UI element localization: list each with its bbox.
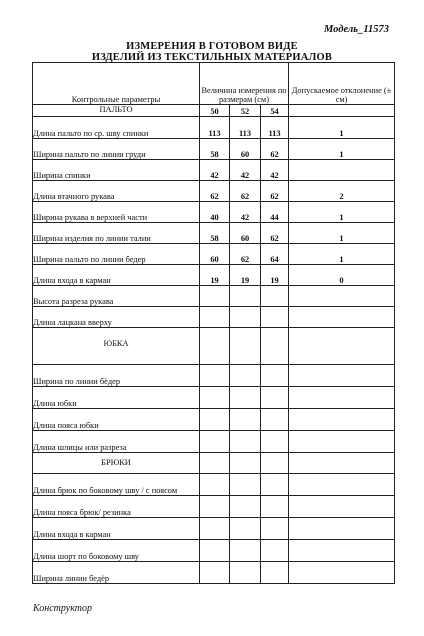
coat-rows (33, 117, 395, 328)
param-label: Длина пояса брюк/ резинка (33, 496, 200, 518)
size-value (200, 286, 230, 307)
tolerance-value (289, 431, 395, 453)
size-value (261, 387, 289, 409)
table-row (33, 387, 395, 409)
header-tolerance: Допускаемое отклонение (± см) (289, 63, 395, 105)
size-value (230, 286, 261, 307)
size-value (200, 474, 230, 496)
section-coat: ПАЛЬТО (33, 105, 200, 117)
param-label: Ширина по линии бёдер (33, 365, 200, 387)
size-value: 62 (261, 181, 289, 202)
size-value: 62 (230, 181, 261, 202)
size-52: 52 (230, 105, 261, 117)
param-label: Ширина пальто по линии бедер (33, 244, 200, 265)
size-value: 19 (261, 265, 289, 286)
param-label: Длина входа в карман (33, 265, 200, 286)
size-value (200, 365, 230, 387)
table-row (33, 181, 395, 202)
param-label: Ширина изделия по линии талии (33, 223, 200, 244)
table-row (33, 244, 395, 265)
tolerance-value: 1 (289, 223, 395, 244)
size-value (200, 409, 230, 431)
size-value: 62 (200, 181, 230, 202)
tolerance-value: 1 (289, 139, 395, 160)
param-label: Длина втачного рукава (33, 181, 200, 202)
size-value (200, 307, 230, 328)
size-value: 42 (230, 160, 261, 181)
param-label: Длина пальто по ср. шву спинки (33, 117, 200, 139)
size-value: 58 (200, 139, 230, 160)
size-value: 19 (230, 265, 261, 286)
size-value: 40 (200, 202, 230, 223)
tolerance-value (289, 387, 395, 409)
size-value (230, 307, 261, 328)
coat-section-row (33, 105, 395, 117)
model-number: Модель_11573 (323, 24, 389, 35)
size-value: 60 (230, 223, 261, 244)
size-value: 113 (200, 117, 230, 139)
tolerance-value: 1 (289, 202, 395, 223)
constructor-label: Конструктор (33, 603, 92, 614)
size-value (200, 540, 230, 562)
document-title: ИЗМЕРЕНИЯ В ГОТОВОМ ВИДЕ (126, 41, 298, 52)
skirt-rows (33, 365, 395, 453)
size-value (230, 409, 261, 431)
size-value: 60 (200, 244, 230, 265)
size-value (230, 365, 261, 387)
table-row (33, 409, 395, 431)
size-value (200, 518, 230, 540)
param-label: Длина пояса юбки (33, 409, 200, 431)
document-subtitle: ИЗДЕЛИЙ ИЗ ТЕКСТИЛЬНЫХ МАТЕРИАЛОВ (91, 52, 333, 63)
section-skirt: ЮБКА (33, 328, 200, 365)
table-row (33, 474, 395, 496)
tolerance-value: 1 (289, 244, 395, 265)
size-value (230, 431, 261, 453)
size-value: 19 (200, 265, 230, 286)
table-row (33, 540, 395, 562)
table-row (33, 518, 395, 540)
tolerance-value (289, 409, 395, 431)
size-value (261, 286, 289, 307)
tolerance-value: 0 (289, 265, 395, 286)
size-value (261, 562, 289, 584)
table-row (33, 286, 395, 307)
tolerance-value (289, 307, 395, 328)
size-value: 64 (261, 244, 289, 265)
size-54: 54 (261, 105, 289, 117)
size-value (230, 562, 261, 584)
trousers-rows (33, 474, 395, 584)
size-value (200, 562, 230, 584)
size-value: 62 (261, 139, 289, 160)
header-row (33, 63, 395, 105)
param-label: Ширина рукава в верхней части (33, 202, 200, 223)
tolerance-value (289, 496, 395, 518)
param-label: Ширина спинки (33, 160, 200, 181)
tolerance-value (289, 160, 395, 181)
tolerance-value: 2 (289, 181, 395, 202)
size-value: 42 (200, 160, 230, 181)
header-sizes: Величина измерения по размерам (см) (200, 63, 289, 105)
table-row (33, 265, 395, 286)
size-value (230, 540, 261, 562)
param-label: Ширина линии бедёр (33, 562, 200, 584)
param-label: Высота разреза рукава (33, 286, 200, 307)
size-value: 44 (261, 202, 289, 223)
tolerance-value (289, 540, 395, 562)
param-label: Длина юбки (33, 387, 200, 409)
table-row (33, 223, 395, 244)
header-params: Контрольные параметры (33, 63, 200, 105)
size-value (230, 518, 261, 540)
size-value (200, 387, 230, 409)
size-value (261, 540, 289, 562)
table-row (33, 562, 395, 584)
measurements-table (32, 62, 395, 584)
param-label: Длина шорт по боковому шву (33, 540, 200, 562)
param-label: Длина шлицы или разреза (33, 431, 200, 453)
size-value: 42 (230, 202, 261, 223)
param-label: Ширина пальто по линии груди (33, 139, 200, 160)
table-row (33, 431, 395, 453)
tolerance-value (289, 474, 395, 496)
param-label: Длина брюк по боковому шву / с поясом (33, 474, 200, 496)
size-50: 50 (200, 105, 230, 117)
table-row (33, 496, 395, 518)
size-value (261, 409, 289, 431)
size-value (200, 496, 230, 518)
table-row (33, 365, 395, 387)
size-value: 60 (230, 139, 261, 160)
table-row (33, 307, 395, 328)
tolerance-value (289, 562, 395, 584)
size-value (230, 387, 261, 409)
table-row (33, 117, 395, 139)
tolerance-empty (289, 105, 395, 117)
size-value (261, 307, 289, 328)
size-value: 113 (230, 117, 261, 139)
size-value (230, 474, 261, 496)
section-trousers: БРЮКИ (33, 453, 200, 474)
table-row (33, 202, 395, 223)
size-value: 62 (230, 244, 261, 265)
size-value (261, 518, 289, 540)
size-value: 58 (200, 223, 230, 244)
size-value (230, 496, 261, 518)
size-value: 42 (261, 160, 289, 181)
tolerance-value (289, 365, 395, 387)
trousers-section-row (33, 453, 395, 474)
size-value (261, 496, 289, 518)
table-row (33, 160, 395, 181)
tolerance-value (289, 286, 395, 307)
size-value (261, 431, 289, 453)
table-row (33, 139, 395, 160)
tolerance-value (289, 518, 395, 540)
size-value: 113 (261, 117, 289, 139)
skirt-section-row (33, 328, 395, 365)
size-value (261, 474, 289, 496)
size-value (200, 431, 230, 453)
size-value (261, 365, 289, 387)
param-label: Длина лацкана вверху (33, 307, 200, 328)
param-label: Длина входа в карман (33, 518, 200, 540)
tolerance-value: 1 (289, 117, 395, 139)
size-value: 62 (261, 223, 289, 244)
